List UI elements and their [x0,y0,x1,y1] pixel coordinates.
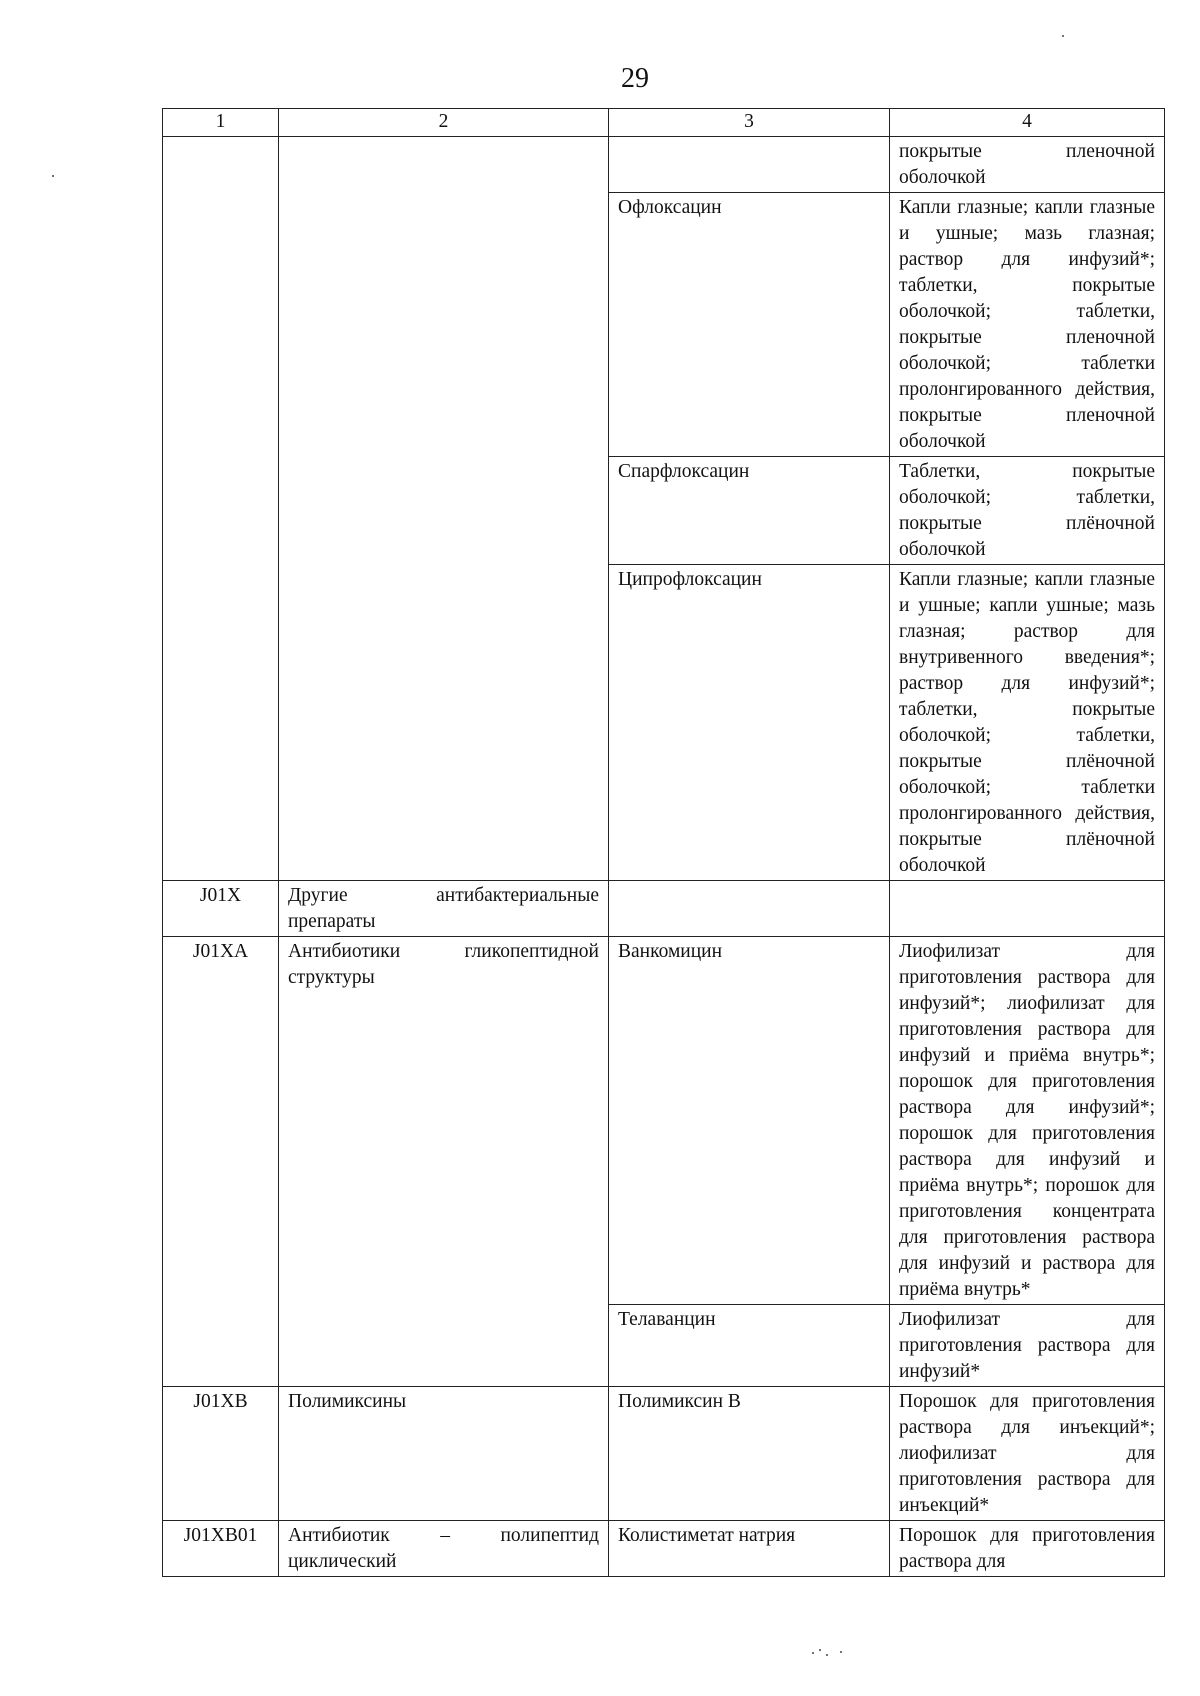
scan-speck [1062,35,1064,37]
drug-name-cell: Полимиксин В [609,1387,890,1521]
header-cell: 2 [279,109,609,137]
dosage-forms-cell [890,881,1165,937]
scan-speck [812,1652,814,1654]
atc-code-cell: J01X [163,881,279,937]
dosage-forms-cell: Лиофилизат для приготовления раствора для инфузий*; лиофилизат для приготовления раствора для инфузий и приёма внутрь*; порошок для приготовления раствора для инфузий*; порошок для приготовления раствора для инфузий и приёма внутрь*; порошок для приготовления концентрата для приготовления раствора для инфузий и раствора для приёма внутрь* [890,937,1165,1305]
scan-speck [52,175,54,177]
atc-code-cell: J01XB01 [163,1521,279,1577]
header-cell: 3 [609,109,890,137]
table-row [163,937,1165,1305]
drug-name-cell: Спарфлоксацин [609,457,890,565]
medication-table [162,108,1165,1577]
scan-speck [819,1649,821,1651]
atc-code-cell [163,137,279,881]
group-name-cell [279,137,609,881]
dosage-forms-cell: Порошок для приготовления раствора для [890,1521,1165,1577]
drug-name-cell: Офлоксацин [609,193,890,457]
dosage-forms-cell: Таблетки, покрытые оболочкой; таблетки, покрытые плёночной оболочкой [890,457,1165,565]
drug-name-cell: Колистиметат натрия [609,1521,890,1577]
dosage-forms-cell: Порошок для приготовления раствора для инъекций*; лиофилизат для приготовления раствора для инъекций* [890,1387,1165,1521]
group-name-cell: Антибиотик – полипептид циклический [279,1521,609,1577]
drug-name-cell: Ципрофлоксацин [609,565,890,881]
atc-code-cell: J01XB [163,1387,279,1521]
dosage-forms-cell: Капли глазные; капли глазные и ушные; мазь глазная; раствор для инфузий*; таблетки, покрытые оболочкой; таблетки, покрытые пленочной оболочкой; таблетки пролонгированного действия, покрытые пленочной оболочкой [890,193,1165,457]
drug-name-cell: Телаванцин [609,1305,890,1387]
scan-speck [840,1651,842,1653]
drug-name-cell [609,137,890,193]
dosage-forms-cell: Лиофилизат для приготовления раствора для инфузий* [890,1305,1165,1387]
group-name-cell: Другие антибактериальные препараты [279,881,609,937]
table-header-row [163,109,1165,137]
atc-code-cell: J01XA [163,937,279,1387]
table-row [163,1521,1165,1577]
table-row [163,881,1165,937]
dosage-forms-cell: покрытые пленочной оболочкой [890,137,1165,193]
group-name-cell: Антибиотики гликопептидной структуры [279,937,609,1387]
dosage-forms-cell: Капли глазные; капли глазные и ушные; капли ушные; мазь глазная; раствор для внутривенного введения*; раствор для инфузий*; таблетки, покрытые оболочкой; таблетки, покрытые плёночной оболочкой; таблетки пролонгированного действия, покрытые плёночной оболочкой [890,565,1165,881]
drug-name-cell [609,881,890,937]
drug-name-cell: Ванкомицин [609,937,890,1305]
scan-speck [826,1654,828,1656]
group-name-cell: Полимиксины [279,1387,609,1521]
header-cell: 1 [163,109,279,137]
page-number: 29 [621,63,649,94]
header-cell: 4 [890,109,1165,137]
table-row [163,1387,1165,1521]
table-row [163,137,1165,193]
